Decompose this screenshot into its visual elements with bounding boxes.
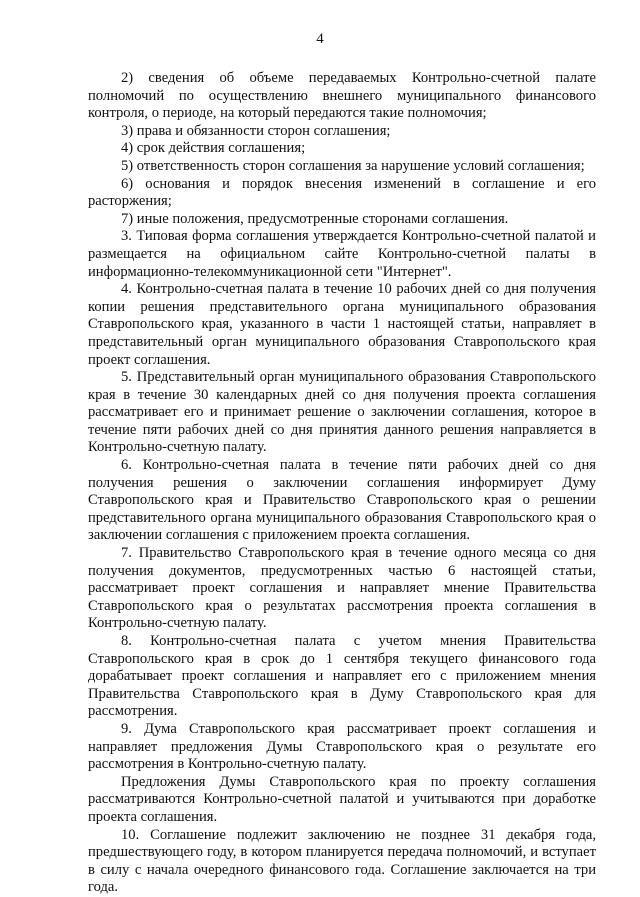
paragraph-7: 7. Правительство Ставропольского края в течение одного месяца со дня получения документов, предусмотренных частью 6 настоящей статьи, рассматривает проект соглашения и направляет мнение Правительства Ставропольского края о результатах рассмотрения проекта соглашения в Контрольно-счетную палату. (88, 545, 596, 632)
paragraph-8: 8. Контрольно-счетная палата с учетом мнения Правительства Ставропольского края в срок до 1 сентября текущего финансового года дорабатывает проект соглашения и направляет его с приложением мнения Правительства Ставропольского края в Думу Ставропольского края для рассмотрения. (88, 633, 596, 720)
paragraph-10: 10. Соглашение подлежит заключению не позднее 31 декабря года, предшествующего году, в котором планируется передача полномочий, и вступает в силу с начала очередного финансового года. Соглашение заключается на три года. (88, 826, 596, 896)
paragraph-9: 9. Дума Ставропольского края рассматривает проект соглашения и направляет предложения Думы Ставропольского края о результате его рассмотрения в Контрольно-счетную палату. (88, 720, 596, 773)
paragraph-4: 4. Контрольно-счетная палата в течение 10 рабочих дней со дня получения копии решения представительного органа муниципального образования Ставропольского края, указанного в части 1 настоящей статьи, направляет в представительный орган муниципального образования Ставропольского края проект соглашения. (88, 281, 596, 368)
paragraph-duma-proposals: Предложения Думы Ставропольского края по проекту соглашения рассматриваются Контрольно-счетной палатой и учитываются при доработке проекта соглашения. (88, 773, 596, 825)
document-body (88, 70, 596, 897)
paragraph-amendments: 6) основания и порядок внесения изменений в соглашение и его расторжения; (88, 175, 596, 210)
paragraph-liability: 5) ответственность сторон соглашения за нарушение условий соглашения; (121, 157, 585, 174)
page-number: 4 (316, 31, 324, 47)
paragraph-rights-duties: 3) права и обязанности сторон соглашения; (121, 122, 391, 139)
paragraph-3: 3. Типовая форма соглашения утверждается Контрольно-счетной палатой и размещается на официальном сайте Контрольно-счетной палаты в информационно-телекоммуникационной сети "Интернет". (88, 228, 596, 280)
paragraph-term: 4) срок действия соглашения; (121, 140, 306, 157)
paragraph-other-provisions: 7) иные положения, предусмотренные сторонами соглашения. (121, 210, 509, 227)
paragraph-6: 6. Контрольно-счетная палата в течение пяти рабочих дней со дня получения решения о заключении соглашения информирует Думу Ставропольского края и Правительство Ставропольского края о решении представительного органа муниципального образования Ставропольского края о заключении соглашения с приложением проекта соглашения. (88, 457, 596, 544)
paragraph-5: 5. Представительный орган муниципального образования Ставропольского края в течение 30 календарных дней со дня получения проекта соглашения рассматривает его и принимает решение о заключении соглашения, которое в течение пяти рабочих дней со дня принятия данного решения направляется в Контрольно-счетную палату. (88, 369, 596, 456)
paragraph-info-powers: 2) сведения об объеме передаваемых Контрольно-счетной палате полномочий по осуществлению внешнего муниципального финансового контроля, о периоде, на который передаются такие полномочия; (88, 70, 596, 122)
